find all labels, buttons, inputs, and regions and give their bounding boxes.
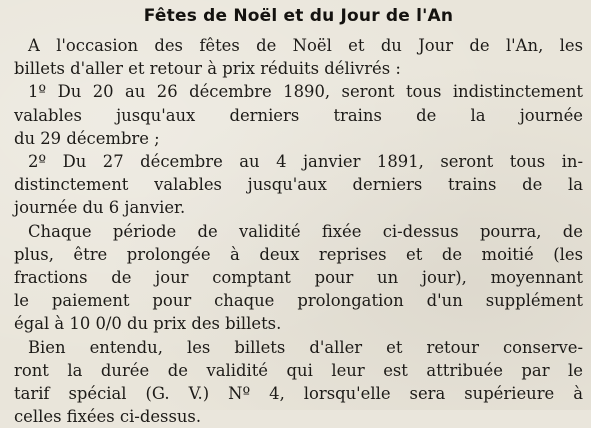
text-line: du 29 décembre ; — [14, 128, 160, 148]
paragraph-extension — [14, 220, 583, 336]
paragraph-conclusion — [14, 336, 583, 428]
text-line: tarif spécial (G. V.) Nº 4, lorsqu'elle sera supérieure à — [14, 384, 583, 404]
text-line: celles fixées ci-dessus. — [14, 407, 202, 427]
text-line: journée du 6 janvier. — [14, 198, 186, 218]
paragraph-period-1 — [14, 80, 583, 150]
text-line: distinctement valables jusqu'aux derniers trains de la — [14, 175, 583, 195]
text-line: ront la durée de validité qui leur est attribuée par le — [14, 360, 583, 380]
article-title: Fêtes de Noël et du Jour de l'An — [143, 6, 454, 26]
text-line: le paiement pour chaque prolongation d'un supplément — [14, 291, 583, 311]
text-line: Chaque période de validité fixée ci-dessus pourra, de — [28, 221, 583, 241]
text-line: 2º Du 27 décembre au 4 janvier 1891, seront tous in- — [28, 152, 583, 172]
text-line: billets d'aller et retour à prix réduits délivrés : — [14, 59, 401, 79]
text-line: fractions de jour comptant pour un jour), moyennant — [14, 268, 583, 288]
text-line: 1º Du 20 au 26 décembre 1890, seront tous indistinctement — [28, 82, 583, 102]
paragraph-period-2 — [14, 150, 583, 220]
text-line: A l'occasion des fêtes de Noël et du Jour de l'An, les — [28, 36, 583, 55]
text-line: plus, être prolongée à deux reprises et de moitié (les — [14, 244, 583, 264]
text-line: Bien entendu, les billets d'aller et retour conserve- — [28, 337, 583, 357]
text-line: valables jusqu'aux derniers trains de la journée — [14, 105, 583, 125]
text-line: égal à 10 0/0 du prix des billets. — [14, 314, 282, 334]
paragraph-intro — [14, 34, 583, 80]
